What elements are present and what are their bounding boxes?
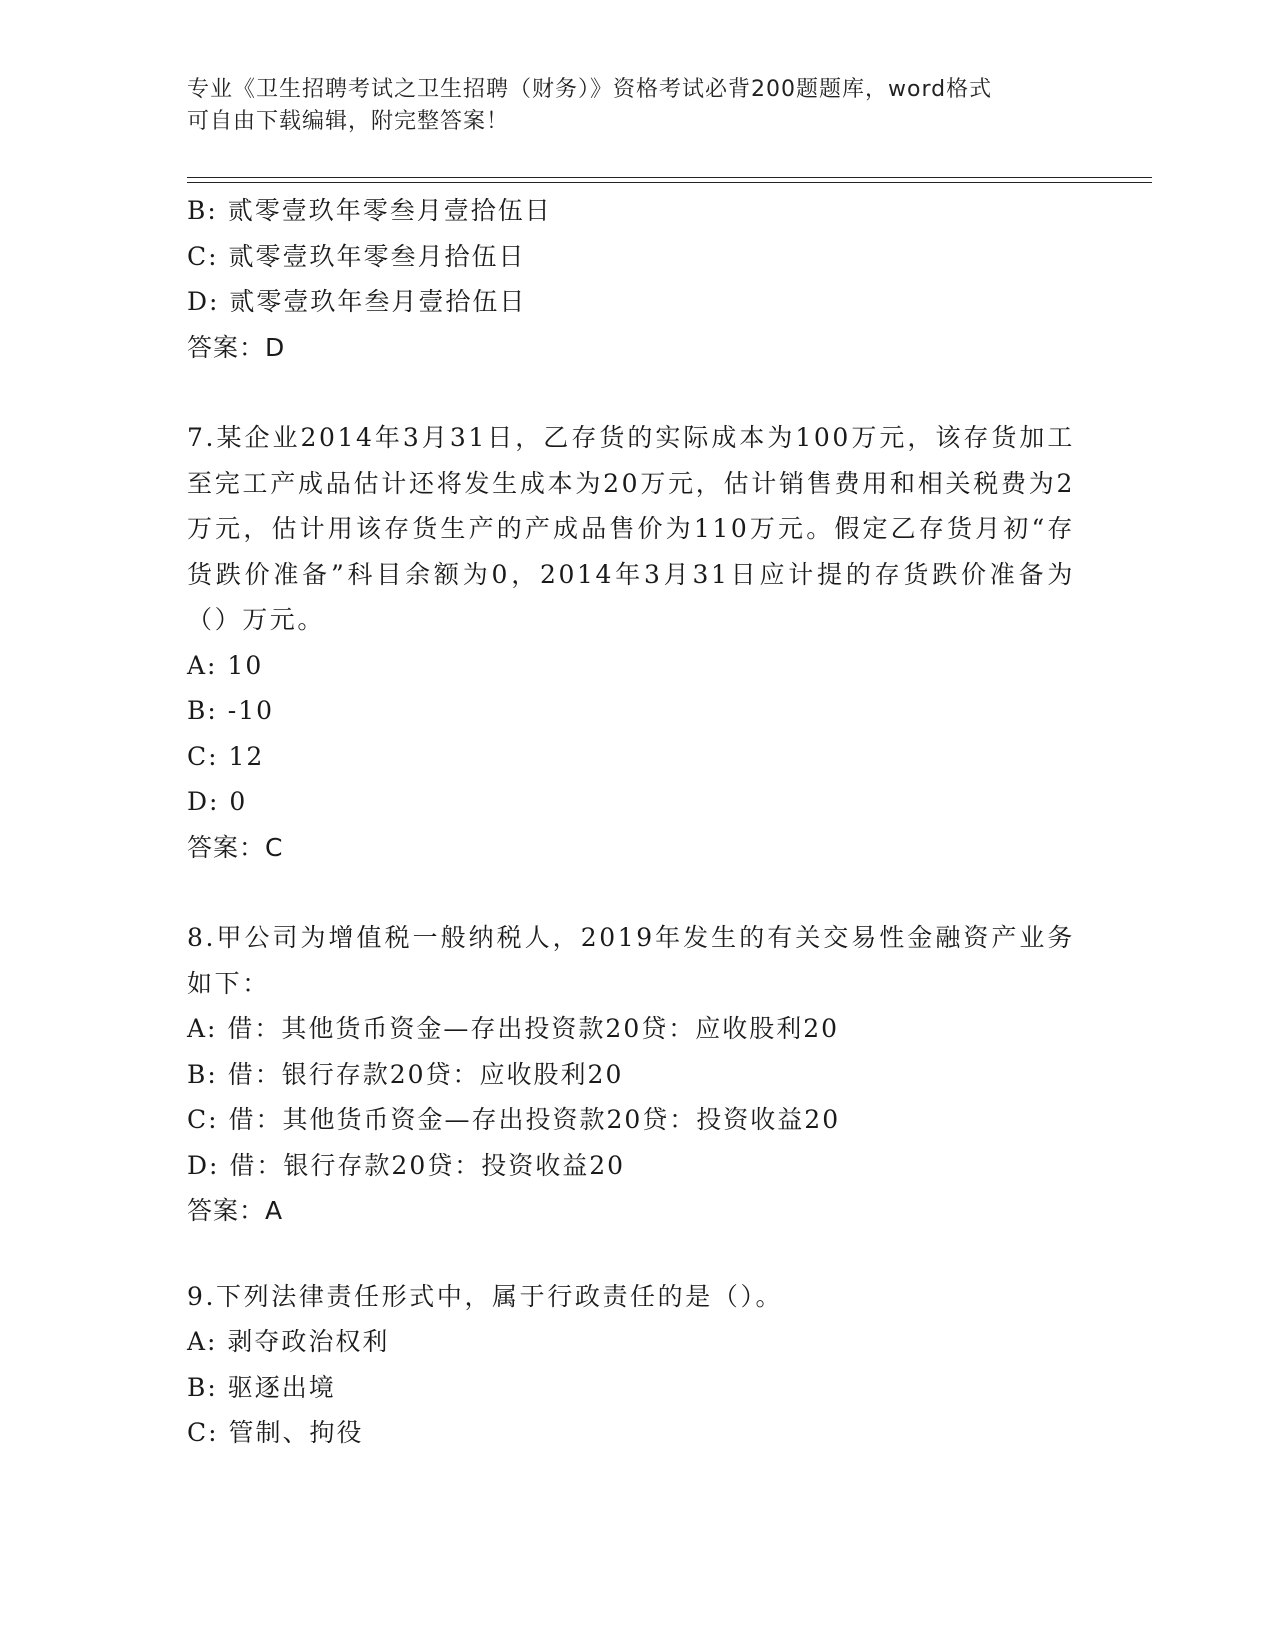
spacer [187,870,1087,915]
spacer [187,370,1087,415]
question-6-block [187,188,1087,370]
q9-question-text: 9.下列法律责任形式中，属于行政责任的是（）。 [187,1281,784,1311]
question-8-block [187,915,1087,1234]
q7-option-a: A: 10 [187,650,264,680]
q6-option-b: B: 贰零壹玖年零叁月壹拾伍日 [187,196,552,225]
q6-option-c: C: 贰零壹玖年零叁月拾伍日 [187,241,526,271]
question-7-block [187,415,1087,870]
q9-option-b: B: 驱逐出境 [187,1372,336,1402]
q8-option-b: B: 借：银行存款20贷：应收股利20 [187,1059,624,1089]
q7-option-b: B: -10 [187,696,274,725]
q7-option-d: D: 0 [187,787,248,816]
q8-answer: 答案：A [187,1196,284,1225]
q9-option-a: A: 剥夺政治权利 [187,1327,390,1356]
q6-option-d: D: 贰零壹玖年叁月壹拾伍日 [187,287,527,316]
q7-question-text: 7.某企业2014年3月31日，乙存货的实际成本为100万元，该存货加工至完工产成品估计还将发生成本为20万元，估计销售费用和相关税费为2万元，估计用该存货生产的产成品售价为110万元。假定乙存货月初“存货跌价准备”科目余额为0，2014年3月31日应计提的存货跌价准备为（）万元。 [187,423,1075,634]
q7-answer: 答案：C [187,832,284,862]
header-divider-top [187,177,1152,178]
q8-question-text: 8.甲公司为增值税一般纳税人，2019年发生的有关交易性金融资产业务如下： [187,923,1075,998]
q7-option-c: C: 12 [187,741,265,771]
header-title-line1: 专业《卫生招聘考试之卫生招聘（财务）》资格考试必背200题题库，word格式 [187,77,993,102]
q9-option-c: C: 管制、拘役 [187,1418,364,1447]
document-header [187,74,1087,138]
q8-option-c: C: 借：其他货币资金—存出投资款20贷：投资收益20 [187,1105,841,1134]
q8-option-a: A: 借：其他货币资金—存出投资款20贷：应收股利20 [187,1014,840,1043]
q8-option-d: D: 借：银行存款20贷：投资收益20 [187,1150,626,1180]
question-9-block [187,1274,1087,1456]
header-divider-bottom [187,182,1152,183]
q6-answer: 答案：D [187,332,286,362]
spacer [187,1234,1087,1274]
header-title-line2: 可自由下载编辑，附完整答案！ [187,109,510,134]
question-content [187,188,1087,1456]
